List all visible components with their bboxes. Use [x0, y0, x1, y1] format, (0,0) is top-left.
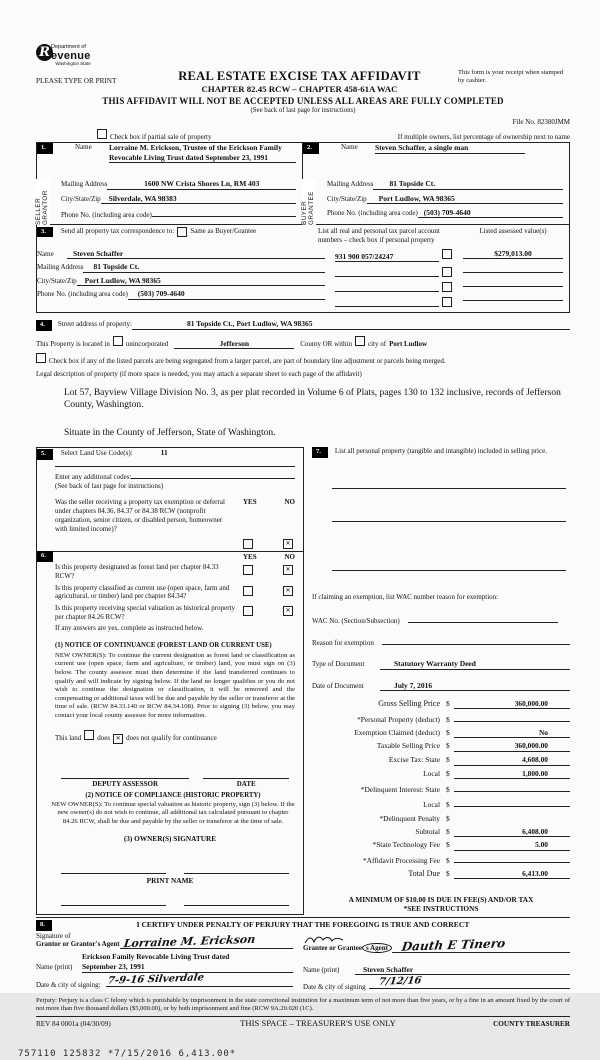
assessed-value-4[interactable]	[463, 292, 563, 301]
grantor-nameprint-value[interactable]: September 23, 1991	[82, 962, 293, 972]
historical-no-checkbox[interactable]: ✕	[283, 606, 293, 616]
land-use-code[interactable]: 11	[160, 448, 168, 458]
owner-printname-line-2[interactable]	[184, 897, 289, 906]
buyer-csz-value[interactable]: Port Ludlow, WA 98365	[367, 194, 563, 204]
seller-name-value[interactable]: Lorraine M. Erickson, Trustee of the Erickson Family Revocable Living Trust dated September 23, 1991	[109, 143, 296, 163]
buyer-csz-label: City/State/Zip	[327, 194, 367, 203]
doc-date-value[interactable]: July 7, 2016	[380, 681, 570, 691]
seller-csz-label: City/State/Zip	[61, 194, 101, 203]
dollar-sign: $	[446, 784, 450, 794]
personal-property-line-2[interactable]	[332, 513, 566, 522]
grantee-agent-label: Grantee or Grantee	[303, 943, 362, 952]
partial-sale-label: Check box if partial sale of property	[110, 132, 212, 141]
deputy-date-line[interactable]	[203, 770, 289, 779]
grantee-nameprint-label: Name (print)	[303, 965, 340, 974]
multiple-owners-note: If multiple owners, list percentage of ownership next to name	[397, 132, 570, 141]
fee-label: Local	[423, 769, 440, 779]
personal-property-line-3[interactable]	[332, 562, 566, 571]
located-mid: County OR within	[300, 339, 352, 348]
fee-label: Taxable Selling Price	[376, 741, 440, 751]
form-subtitle: CHAPTER 82.45 RCW – CHAPTER 458-61A WAC	[201, 84, 398, 95]
section-3-number: 3.	[37, 227, 53, 238]
dollar-sign: $	[446, 799, 450, 809]
legal-description-text[interactable]: Lot 57, Bayview Village Division No. 3, as per plat recorded in Volume 6 of Plats, pages 130 to 132 inclusive, records of Jefferson County, Washington.	[64, 387, 561, 410]
parcel-2-checkbox[interactable]	[442, 267, 452, 277]
logo-dept: Department of	[51, 44, 86, 50]
seller-address-label: Mailing Address	[61, 180, 108, 189]
notice2-title: (2) NOTICE OF COMPLIANCE (HISTORIC PROPERTY)	[85, 792, 261, 800]
parcel-3-checkbox[interactable]	[442, 282, 452, 292]
parcel-numbers-header: List all real and personal tax parcel account numbers – check box if personal property	[318, 226, 440, 244]
grantor-datecity-value[interactable]: 7-9-16 Silverdale	[107, 972, 205, 987]
dollar-sign: $	[446, 714, 450, 724]
gross-selling-price[interactable]: 360,000.00	[454, 699, 570, 709]
assessed-value-header: Listed assessed value(s)	[479, 226, 547, 235]
certify-statement: I CERTIFY UNDER PENALTY OF PERJURY THAT THE FOREGOING IS TRUE AND CORRECT	[136, 920, 470, 930]
scribble-overwrite-icon	[303, 934, 345, 946]
minimum-due-note: A MINIMUM OF $10.00 IS DUE IN FEE(S) AND/OR TAX	[348, 895, 534, 905]
s3-phone-label: Phone No. (including area code)	[37, 290, 128, 299]
dollar-sign: $	[446, 826, 450, 836]
assessed-value-1[interactable]: $279,013.00	[463, 249, 563, 259]
grantee-datecity-label: Date & city of signing	[303, 982, 366, 991]
doc-type-label: Type of Document	[312, 660, 365, 669]
personal-property-line-1[interactable]	[332, 480, 566, 489]
segregated-checkbox[interactable]	[36, 353, 46, 363]
owner-signature-line-2[interactable]	[184, 865, 289, 874]
buyer-name-label: Name	[341, 143, 358, 152]
treasurer-stamp: 757110 125832 *7/15/2016 6,413.00*	[18, 1049, 237, 1060]
legal-description-label: Legal description of property (if more space is needed, you may attach a separate sheet to each page of the affidavit)	[36, 370, 362, 379]
seller-phone-value[interactable]	[152, 208, 296, 217]
doc-type-value[interactable]: Statutory Warranty Deed	[380, 659, 570, 669]
fee-label: Gross Selling Price	[378, 698, 440, 708]
segregated-label: Check box if any of the listed parcels are being segregated from a larger parcel, are part of boundary line adjustment or parcels being merged.	[49, 357, 446, 366]
seller-buyer-box	[36, 142, 570, 225]
date-label: DATE	[236, 779, 256, 788]
s6-no-header: NO	[284, 553, 295, 562]
assessed-value-3[interactable]	[463, 278, 563, 287]
exemption-no-checkbox[interactable]: ✕	[283, 539, 293, 549]
reason-value[interactable]	[382, 636, 570, 645]
does-label: does	[97, 733, 111, 742]
signature-of-label: Signature of	[36, 931, 71, 940]
reason-label: Reason for exemption	[312, 639, 374, 648]
exemption-yes-checkbox[interactable]	[243, 539, 253, 549]
does-not-checkbox[interactable]: ✕	[113, 734, 123, 744]
delinquent-interest-local[interactable]	[454, 798, 570, 807]
price-column	[304, 447, 570, 915]
wac-value[interactable]	[408, 614, 558, 623]
affidavit-processing-fee[interactable]	[454, 854, 570, 863]
correspondence-box	[36, 225, 570, 314]
owner-signature-line-1[interactable]	[61, 865, 166, 874]
current-use-no-checkbox[interactable]: ✕	[283, 586, 293, 596]
fee-label: *Delinquent Penalty	[379, 813, 440, 823]
wac-label: WAC No. (Section/Subsection)	[312, 616, 400, 625]
same-as-buyer-label: Same as Buyer/Grantee	[190, 226, 257, 235]
fee-label: Excise Tax: State	[388, 755, 440, 765]
unincorporated-label: unincorporated	[125, 339, 169, 348]
legal-situate-text[interactable]: Situate in the County of Jefferson, State of Washington.	[64, 427, 276, 438]
city-of-label: city of	[368, 339, 387, 348]
subtotal[interactable]: 6,408.00	[454, 827, 570, 837]
parcel-1[interactable]: 931 900 057/24247	[335, 252, 439, 262]
form-title: REAL ESTATE EXCISE TAX AFFIDAVIT	[178, 68, 421, 83]
s3-address-value[interactable]: 81 Topside Ct.	[83, 262, 325, 272]
fee-label: Subtotal	[415, 826, 440, 836]
grantee-nameprint-value[interactable]: Steven Schaffer	[355, 965, 570, 975]
excise-tax-local[interactable]: 1,800.00	[454, 769, 570, 779]
revenue-logo-icon: R	[36, 44, 53, 61]
fee-label: *Delinquent Interest: State	[360, 784, 440, 794]
parcel-4-checkbox[interactable]	[442, 297, 452, 307]
total-due[interactable]: 6,413.00	[454, 869, 570, 879]
print-name-label: PRINT NAME	[146, 875, 194, 885]
exemption-claim-label: If claiming an exemption, list WAC number reason for exemption:	[312, 592, 499, 601]
section-1-number: 1.	[37, 143, 53, 154]
does-not-label: does not qualify for continuance	[126, 733, 217, 742]
seller-address-value[interactable]: 1600 NW Crista Shores Ln, RM 403	[107, 179, 296, 189]
buyer-side-label: BUYER GRANTEE	[302, 179, 316, 225]
does-checkbox[interactable]	[84, 730, 94, 740]
grantor-datecity-label: Date & city of signing:	[36, 980, 101, 989]
s3-address-label: Mailing Address	[37, 263, 84, 272]
notice1-title: (1) NOTICE OF CONTINUANCE (FOREST LAND OR CURRENT USE)	[55, 642, 272, 650]
dollar-sign: $	[446, 813, 450, 823]
section-7-number: 7.	[312, 447, 328, 458]
buyer-phone-label: Phone No. (including area code)	[327, 209, 418, 218]
s3-name-value[interactable]: Steven Schaffer	[67, 249, 325, 259]
current-use-yes-checkbox[interactable]	[243, 586, 253, 596]
see-back-note: (See back of last page for instructions)	[250, 107, 356, 115]
buyer-name-value[interactable]: Steven Schaffer, a single man	[375, 143, 525, 153]
s3-phone-value[interactable]: (503) 709-4640	[128, 289, 325, 299]
fee-label: Total Due	[408, 869, 440, 879]
grantor-nameprint-label: Name (print)	[36, 963, 73, 972]
grantee-signature-line[interactable]	[392, 935, 570, 954]
warning-line: THIS AFFIDAVIT WILL NOT BE ACCEPTED UNLESS ALL AREAS ARE FULLY COMPLETED	[102, 96, 504, 107]
forest-no-checkbox[interactable]: ✕	[283, 565, 293, 575]
revenue-logo	[36, 44, 570, 67]
s6-yes-header: YES	[243, 553, 257, 562]
street-address-value[interactable]: 81 Topside Ct., Port Ludlow, WA 98365	[132, 319, 570, 329]
please-type-label: PLEASE TYPE OR PRINT	[36, 76, 117, 85]
treasurer-space-label: THIS SPACE – TREASURER'S USE ONLY	[240, 1018, 396, 1029]
owner-printname-line-1[interactable]	[61, 897, 166, 906]
section-5-number: 5.	[37, 449, 53, 460]
seller-side-label: SELLER GRANTOR	[36, 179, 50, 225]
assessed-value-2[interactable]	[463, 264, 563, 273]
section-6-number: 6.	[37, 551, 53, 562]
fee-label: Local	[423, 799, 440, 809]
grantor-datecity-line[interactable]	[106, 972, 293, 987]
doc-date-label: Date of Document	[312, 681, 364, 690]
grantor-signature[interactable]: Lorraine M. Erickson	[122, 933, 256, 951]
dollar-sign: $	[446, 856, 450, 866]
county-treasurer-label: COUNTY TREASURER	[493, 1020, 570, 1029]
buyer-address-value[interactable]: 81 Topside Ct.	[373, 179, 563, 189]
delinquent-penalty[interactable]	[454, 813, 570, 821]
exemption-claimed-deduct[interactable]: No	[454, 728, 570, 738]
seller-section	[37, 143, 303, 224]
state-technology-fee[interactable]: 5.00	[454, 840, 570, 850]
current-use-question: Is this property classified as current use (open space, farm and agricultural, or timber) land per chapter 84.34?	[55, 583, 230, 601]
section-8-number: 8.	[36, 920, 52, 931]
if-any-yes-note: If any answers are yes, complete as instructed below.	[55, 623, 204, 632]
file-no: File No. 82380JMM	[512, 117, 570, 126]
dollar-sign: $	[446, 769, 450, 779]
grantee-agent-circled: s Agent	[362, 943, 392, 953]
notice1-body: NEW OWNER(S): To continue the current designation as forest land or classification as current use (open space, farm and agriculture, or timber) land, you must sign on (3) below. The county assessor must then determine if the land transferred continues to qualify and will indicate by signing below. If the land no longer qualifies or you do not wish to continue the designation or classification, it will be removed and the compensating or additional taxes will be due and payable by the seller or transferor at the time of sale. (RCW 84.33.140 or RCW 84.34.108). Prior to signing (3) below, you may contact your local county assessor for more information.	[55, 651, 295, 719]
county-value[interactable]: Jefferson	[174, 339, 294, 349]
section-2-number: 2.	[303, 143, 319, 154]
fee-label: *Personal Property (deduct)	[357, 714, 440, 724]
city-value[interactable]: Port Ludlow	[389, 339, 427, 348]
delinquent-interest-state[interactable]	[454, 783, 570, 792]
buyer-address-label: Mailing Address	[327, 180, 374, 189]
section-4-number: 4.	[36, 320, 52, 331]
dollar-sign: $	[446, 741, 450, 751]
city-checkbox[interactable]	[355, 336, 365, 346]
grantor-agent-label: Grantor or Grantor's Agent	[36, 940, 120, 949]
owners-signature-label: (3) OWNER(S) SIGNATURE	[123, 833, 217, 843]
perjury-statement: Perjury: Perjury is a class C felony which is punishable by imprisonment in the state correctional institution for a maximum term of not more than five years, or by a fine in an amount fixed by the court of not more than five thousand dollars ($5,000.00), or by both imprisonment and fine (RCW 9A.20.020 (1C).	[36, 997, 570, 1018]
seller-csz-value[interactable]: Silverdale, WA 98383	[101, 194, 296, 204]
partial-sale-checkbox[interactable]	[97, 129, 107, 139]
s3-name-label: Name	[37, 250, 54, 259]
dollar-sign: $	[446, 727, 450, 737]
fee-label: *Affidavit Processing Fee	[362, 856, 440, 866]
fee-label: Exemption Claimed (deduct)	[354, 727, 440, 737]
additional-codes-label: Enter any additional codes:	[55, 472, 132, 481]
seller-name-label: Name	[75, 143, 92, 152]
forest-yes-checkbox[interactable]	[243, 565, 253, 575]
dollar-sign: $	[446, 755, 450, 765]
exemption-question: Was the seller receiving a property tax exemption or deferral under chapters 84.36, 84.37 or 84.38 RCW (nonprofit organization, senior citizen, or disabled person, homeowner with limited income)?	[55, 498, 225, 533]
see-instructions-note: *SEE INSTRUCTIONS	[403, 904, 479, 914]
street-address-label: Street address of property:	[57, 320, 132, 329]
grantee-signature[interactable]: Dauth E Tinero	[400, 935, 507, 954]
seller-phone-label: Phone No. (including area code)	[61, 211, 152, 220]
fee-label: *State Technology Fee	[372, 840, 440, 850]
historical-question: Is this property receiving special valuation as historical property per chapter 84.26 RCW?	[55, 604, 236, 621]
deputy-assessor-signature-line[interactable]	[61, 770, 189, 779]
personal-property-label: List all personal property (tangible and intangible) included in selling price.	[334, 447, 547, 456]
send-correspondence-label: Send all property tax correspondence to:	[60, 226, 175, 235]
notice2-body: NEW OWNER(S): To continue special valuation as historic property, sign (3) below. If the new owner(s) do not wish to continue, all additional tax calculated pursuant to chapter 84.26 RCW, shall be due and payable by the seller or transferor at the time of sale.	[51, 800, 295, 825]
additional-codes-value[interactable]	[131, 470, 295, 479]
no-header: NO	[284, 498, 295, 507]
land-use-label: Select Land Use Code(s):	[60, 449, 133, 458]
buyer-section	[303, 143, 569, 224]
forest-land-question: Is this property designated as forest land per chapter 84.33 RCW?	[55, 563, 219, 580]
same-as-buyer-checkbox[interactable]	[177, 227, 187, 237]
grantee-datecity-value[interactable]: 7/12/16	[378, 975, 423, 989]
parcel-3[interactable]	[335, 283, 439, 292]
receipt-note: This form is your receipt when stamped by cashier.	[458, 68, 564, 85]
this-land-pre: This land	[55, 733, 82, 742]
located-pre: This Property is located in	[36, 339, 110, 348]
buyer-phone-value[interactable]: (503) 709-4640	[418, 208, 563, 218]
section5-see-back: (See back of last page for instructions)	[55, 481, 164, 490]
dollar-sign: $	[446, 840, 450, 850]
personal-property-deduct[interactable]	[454, 713, 570, 722]
s3-csz-value[interactable]: Port Ludlow, WA 98365	[77, 276, 325, 286]
parcel-1-checkbox[interactable]	[442, 249, 452, 259]
unincorporated-checkbox[interactable]	[113, 336, 123, 346]
grantor-trust-line: Erickson Family Revocable Living Trust dated	[82, 952, 230, 962]
taxable-selling-price[interactable]: 360,000.00	[454, 741, 570, 751]
yes-header: YES	[243, 498, 257, 507]
s3-csz-label: City/State/Zip	[37, 276, 77, 285]
dollar-sign: $	[446, 869, 450, 879]
grantee-datecity-line[interactable]	[369, 977, 570, 989]
logo-state: Washington State	[55, 60, 91, 66]
land-use-column	[36, 447, 304, 915]
logo-revenue: evenue	[51, 49, 91, 62]
historical-yes-checkbox[interactable]	[243, 606, 253, 616]
certification-section	[36, 917, 570, 1029]
deputy-assessor-label: DEPUTY ASSESSOR	[92, 779, 159, 788]
dollar-sign: $	[446, 698, 450, 708]
grantor-signature-line[interactable]	[120, 933, 293, 951]
rev-number: REV 84 0001a (04/30/09)	[36, 1020, 111, 1029]
parcel-2[interactable]	[335, 268, 439, 277]
excise-tax-state[interactable]: 4,608.00	[454, 755, 570, 765]
parcel-4[interactable]	[335, 298, 439, 307]
